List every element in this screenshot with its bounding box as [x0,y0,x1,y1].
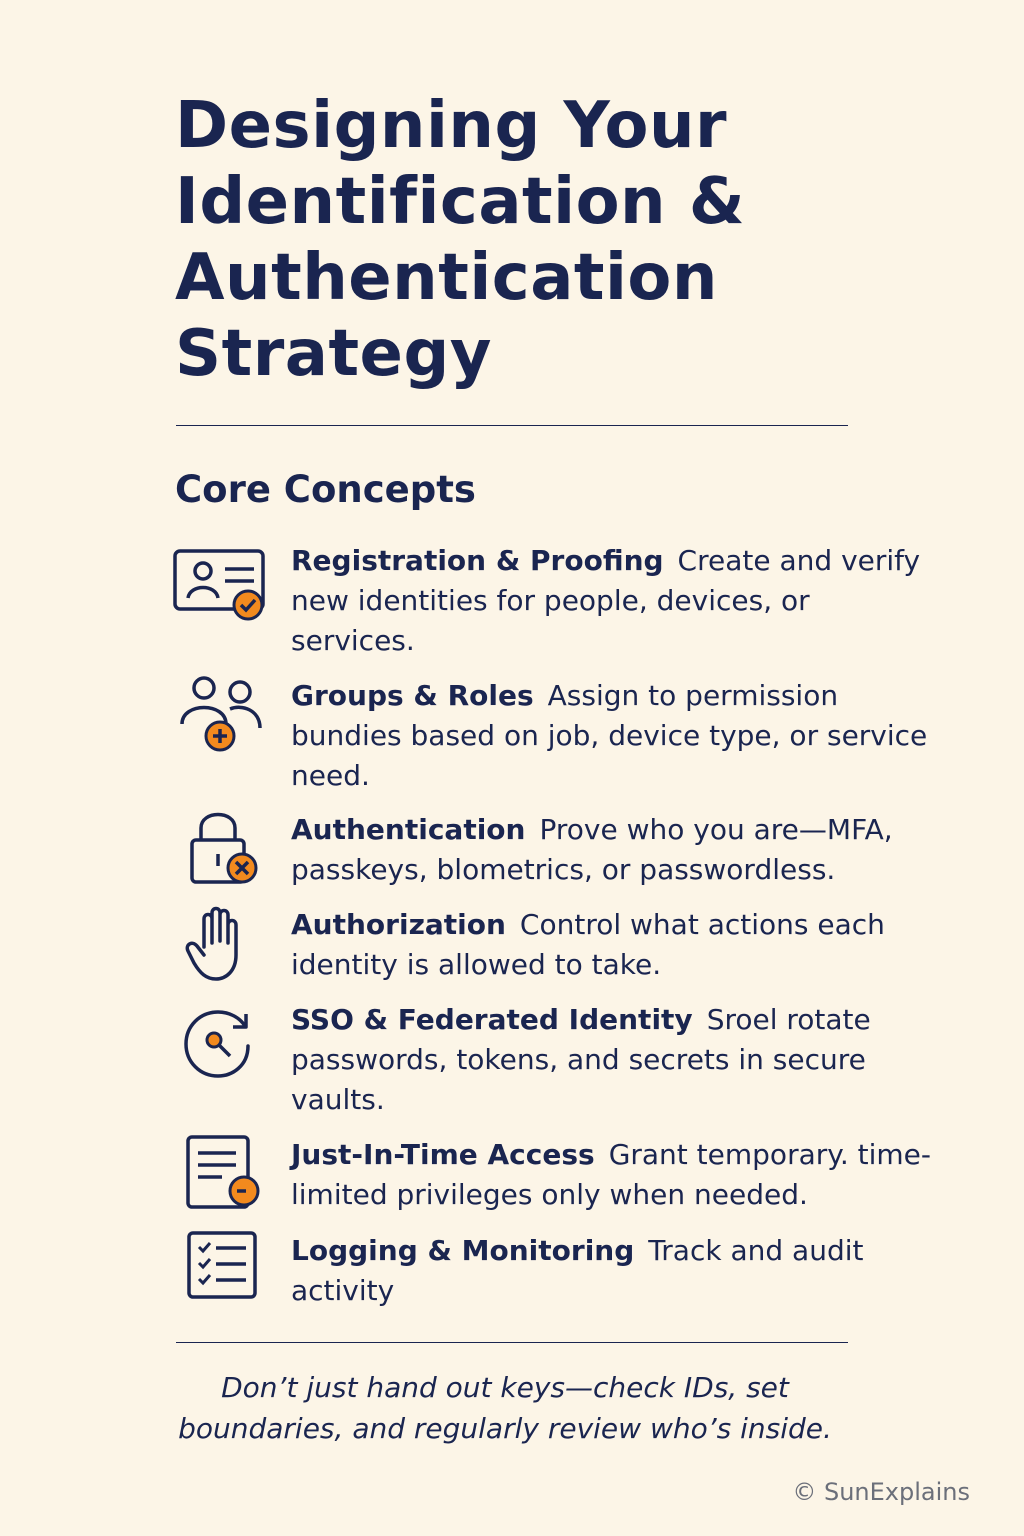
concept-text [291,676,931,796]
copyright-footer: © SunExplains [792,1478,970,1506]
checklist-icon [170,1231,270,1327]
concept-text [291,810,931,890]
concept-description: Sroel rotate passwords, tokens, and secrets in secure vaults. [291,1003,871,1116]
closing-quote: Don’t just hand out keys—check IDs, set boundaries, and regularly review who’s inside. [178,1371,832,1445]
page-title [175,88,875,392]
concept-name: Just-In-Time Access [291,1138,595,1171]
concept-description: Grant temporary. time-limited privileges only when needed. [291,1138,931,1211]
document-clock-icon [170,1135,270,1231]
title-line-2: Identification & [175,165,746,239]
concept-text [291,1135,931,1215]
concept-description: Track and audit activity [291,1234,864,1307]
concept-name: Groups & Roles [291,679,534,712]
id-card-check-icon [170,541,270,637]
bottom-divider [176,1342,848,1343]
top-divider [176,425,848,426]
concept-description: Create and verify new identities for people, devices, or services. [291,544,921,657]
title-line-1: Designing Your [175,89,728,163]
concept-text [291,541,931,661]
concept-name: Authentication [291,813,526,846]
concept-description: Assign to permission bundies based on job, device type, or service need. [291,679,928,792]
concept-text [291,1231,931,1311]
concept-name: Authorization [291,908,506,941]
users-plus-icon [170,676,270,772]
concept-name: Logging & Monitoring [291,1234,635,1267]
title-line-4: Strategy [175,317,492,391]
key-rotate-icon [170,1000,270,1096]
concept-text [291,905,931,985]
concept-description: Control what actions each identity is allowed to take. [291,908,885,981]
hand-stop-icon [170,905,270,1001]
concept-description: Prove who you are—MFA, passkeys, blometrics, or passwordless. [291,813,893,886]
concept-name: Registration & Proofing [291,544,664,577]
concept-name: SSO & Federated Identity [291,1003,693,1036]
title-line-3: Authentication [175,241,718,315]
concept-text [291,1000,931,1120]
padlock-x-icon [170,810,270,906]
section-heading: Core Concepts [175,468,476,511]
